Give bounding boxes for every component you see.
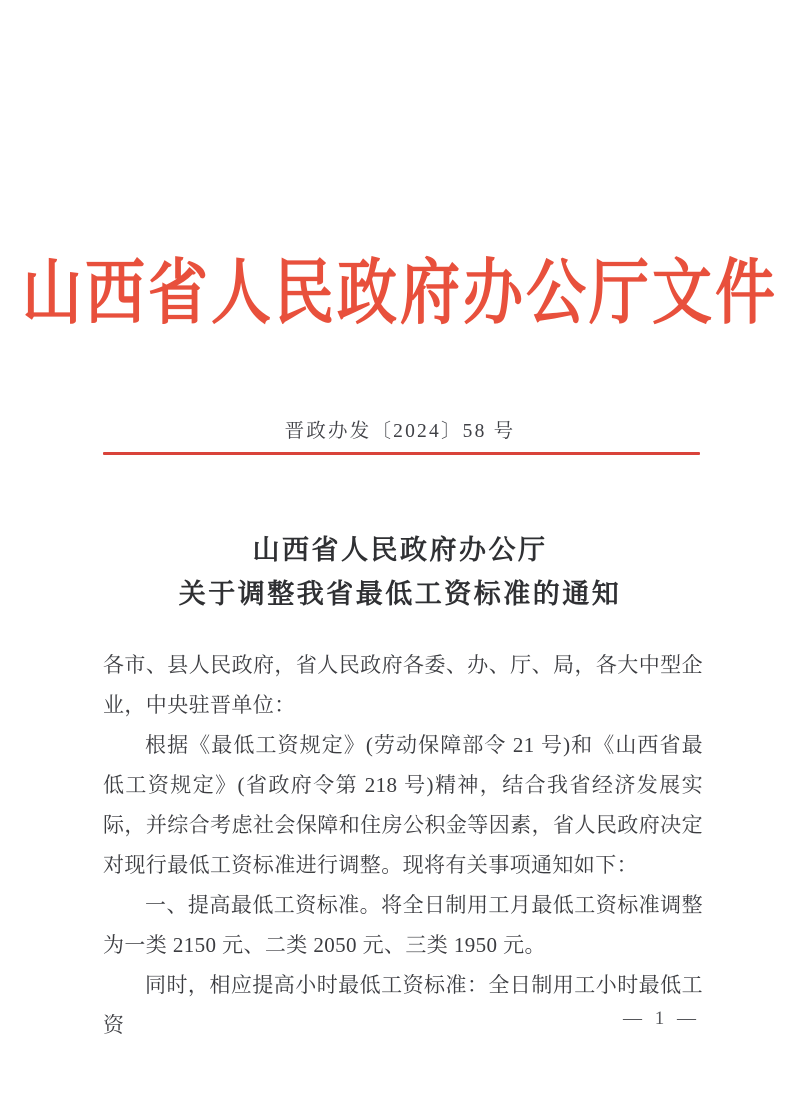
masthead-banner: [0, 254, 800, 333]
document-number-line: [0, 415, 800, 443]
body-paragraph: 一、提高最低工资标准。将全日制用工月最低工资标准调整为一类 2150 元、二类 2050 元、三类 1950 元。: [103, 893, 703, 957]
document-title-block: [0, 528, 800, 616]
title-subject: 关于调整我省最低工资标准的通知: [178, 579, 622, 609]
page-footer: [103, 1008, 700, 1030]
addressee-line: 各市、县人民政府，省人民政府各委、办、厅、局，各大中型企业，中央驻晋单位：: [103, 653, 703, 717]
red-divider-rule: [103, 452, 700, 455]
masthead-title: 山西省人民政府办公厅文件: [22, 254, 778, 333]
document-body: [103, 645, 703, 1045]
body-paragraph: 根据《最低工资规定》(劳动保障部令 21 号)和《山西省最低工资规定》(省政府令第 218 号)精神，结合我省经济发展实际，并综合考虑社会保障和住房公积金等因素，省人民政府决定对现行最低工资标准进行调整。现将有关事项通知如下：: [103, 733, 703, 877]
title-issuing-office: 山西省人民政府办公厅: [252, 535, 548, 565]
page-number: — 1 —: [623, 1008, 700, 1029]
document-number: 晋政办发〔2024〕58 号: [284, 421, 516, 442]
body-paragraph: 同时，相应提高小时最低工资标准：全日制用工小时最低工资: [103, 973, 703, 1037]
